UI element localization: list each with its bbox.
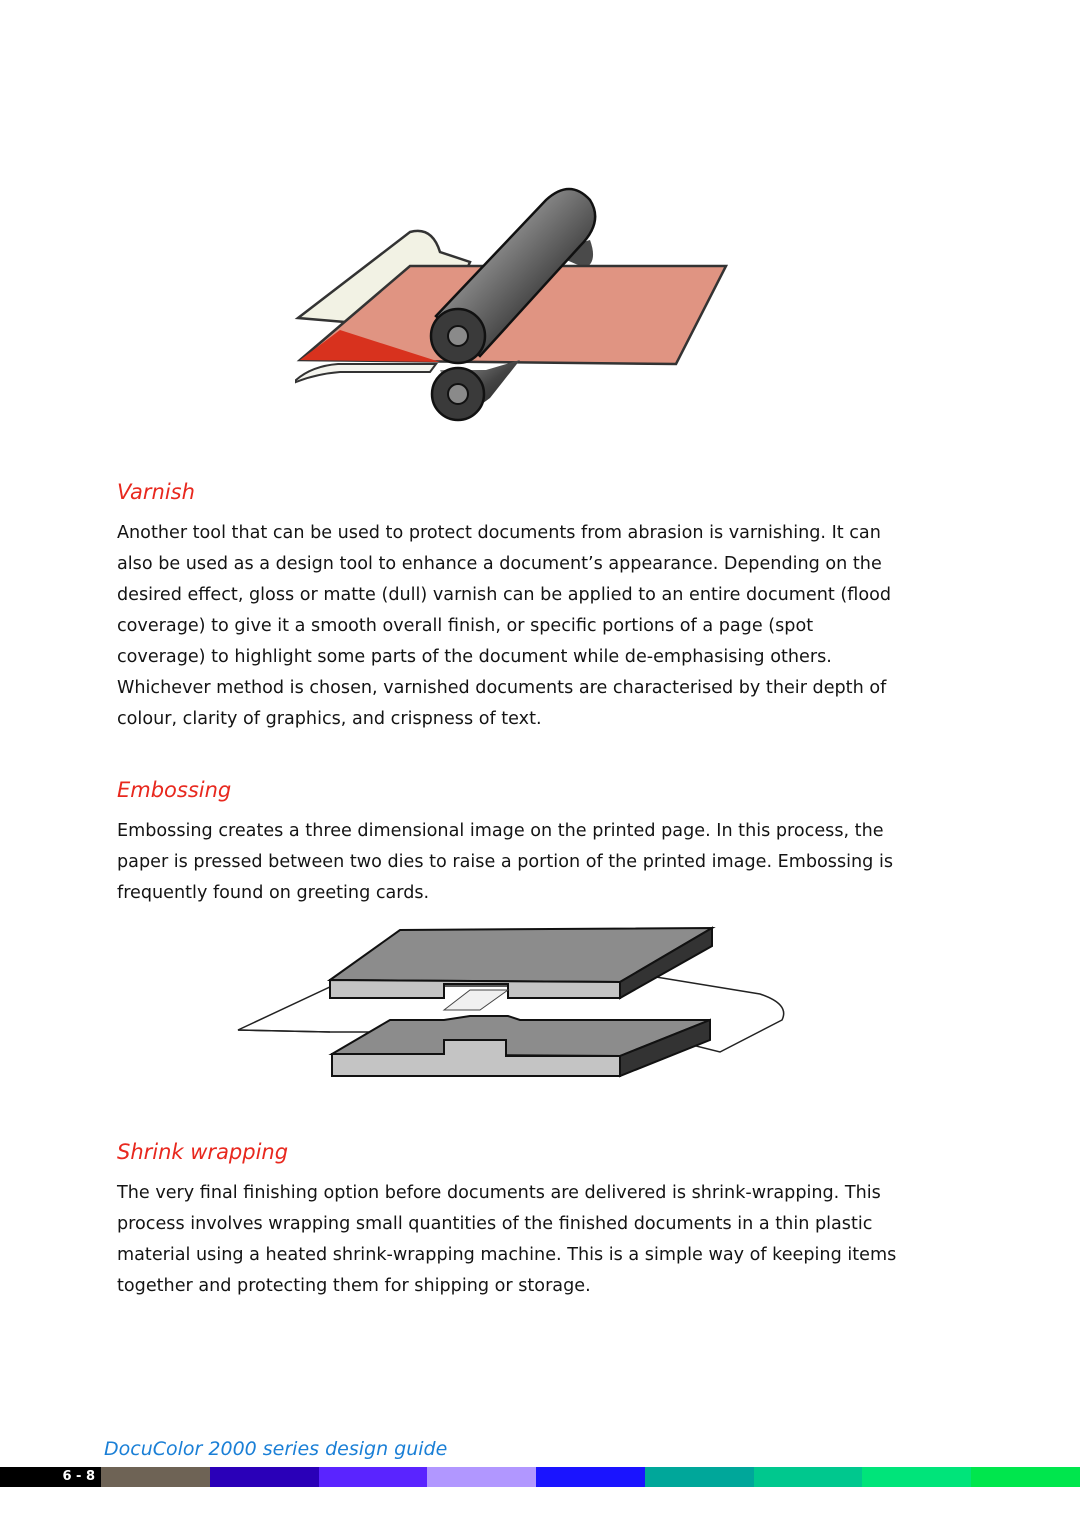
- page-number: 6 - 8: [0, 1467, 101, 1487]
- laminate-film-bottom: [296, 364, 436, 382]
- varnish-line: desired effect, gloss or matte (dull) varnish can be applied to an entire document (flood: [117, 585, 892, 605]
- laminating-rollers-illustration: [280, 180, 740, 430]
- color-swatch: [645, 1467, 754, 1487]
- shrink-line: material using a heated shrink-wrapping machine. This is a simple way of keeping items: [117, 1245, 897, 1265]
- footer-title: DocuColor 2000 series design guide: [104, 1438, 448, 1460]
- shrink-wrapping-paragraph: [117, 1178, 917, 1302]
- embossing-line: paper is pressed between two dies to raise a portion of the printed image. Embossing is: [117, 852, 893, 872]
- varnish-heading: Varnish: [117, 480, 195, 504]
- varnish-line: coverage) to give it a smooth overall finish, or specific portions of a page (spot: [117, 616, 814, 636]
- footer-color-bar: [0, 1467, 1080, 1487]
- color-swatch: [536, 1467, 645, 1487]
- varnish-line: coverage) to highlight some parts of the document while de-emphasising others.: [117, 647, 832, 667]
- color-swatch: [754, 1467, 863, 1487]
- color-swatch: [101, 1467, 210, 1487]
- color-swatch: [971, 1467, 1080, 1487]
- shrink-line: process involves wrapping small quantities of the finished documents in a thin plastic: [117, 1214, 873, 1234]
- embossing-line: frequently found on greeting cards.: [117, 883, 430, 903]
- shrink-line: The very final finishing option before documents are delivered is shrink-wrapping. This: [117, 1183, 881, 1203]
- shrink-line: together and protecting them for shipping or storage.: [117, 1276, 591, 1296]
- embossing-paragraph: [117, 816, 917, 909]
- embossing-dies-illustration: [230, 920, 810, 1090]
- embossing-line: Embossing creates a three dimensional image on the printed page. In this process, the: [117, 821, 884, 841]
- varnish-paragraph: [117, 518, 917, 735]
- varnish-line: colour, clarity of graphics, and crispness of text.: [117, 709, 542, 729]
- varnish-line: also be used as a design tool to enhance a document’s appearance. Depending on the: [117, 554, 882, 574]
- color-swatch: [862, 1467, 971, 1487]
- embossing-heading: Embossing: [117, 778, 232, 802]
- color-swatch: [427, 1467, 536, 1487]
- color-swatch: [319, 1467, 428, 1487]
- color-swatch: [210, 1467, 319, 1487]
- varnish-line: Whichever method is chosen, varnished documents are characterised by their depth of: [117, 678, 887, 698]
- shrink-wrapping-heading: Shrink wrapping: [117, 1140, 289, 1164]
- varnish-line: Another tool that can be used to protect documents from abrasion is varnishing. It can: [117, 523, 881, 543]
